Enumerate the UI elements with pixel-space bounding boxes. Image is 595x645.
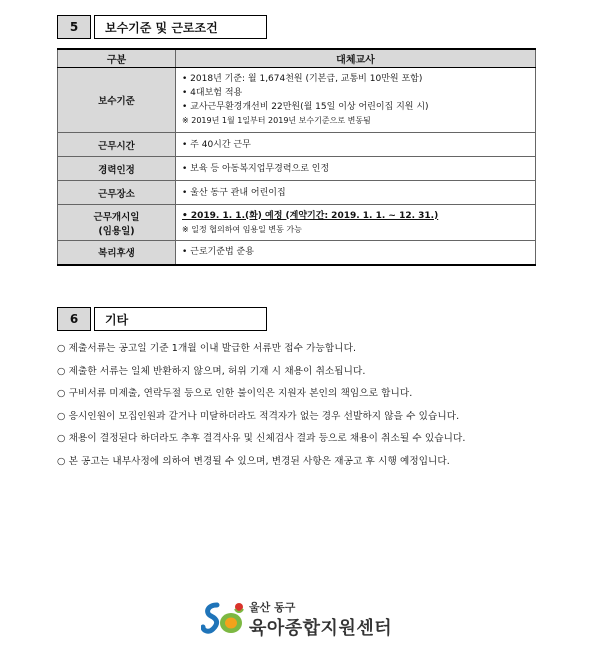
row-content-benefits — [176, 241, 536, 265]
logo-line2: 육아종합지원센터 — [249, 618, 393, 639]
row-label-benefits: 복리후생 — [58, 241, 176, 265]
workplace-line: • 울산 동구 관내 어린이집 — [182, 187, 286, 198]
career-line: • 보육 등 아동복지업무경력으로 인정 — [182, 163, 330, 174]
list-item: ○ 제출한 서류는 일체 반환하지 않으며, 허위 기재 시 채용이 취소됩니다. — [57, 365, 366, 377]
salary-line: • 교사근무환경개선비 22만원(월 15일 이상 어린이집 지원 시) — [182, 102, 429, 112]
start-date-note: ※ 일정 협의하여 임용일 변동 가능 — [182, 224, 302, 234]
work-hours-line: • 주 40시간 근무 — [182, 139, 251, 150]
table-row — [58, 241, 536, 265]
row-label-start-date — [58, 205, 176, 241]
start-date-sublabel: (임용일) — [98, 225, 135, 237]
list-item: ○ 채용이 결정된다 하더라도 추후 결격사유 및 신체검사 결과 등으로 채용이 취소될 수 있습니다. — [57, 433, 466, 445]
table-row — [58, 205, 536, 241]
table-row — [58, 133, 536, 157]
salary-note: ※ 2019년 1월 1일부터 2019년 보수기준으로 변동됨 — [182, 116, 371, 125]
list-item: ○ 제출서류는 공고일 기준 1개월 이내 발급한 서류만 접수 가능합니다. — [57, 343, 357, 354]
row-content-work-hours — [176, 133, 536, 157]
list-item: ○ 응시인원이 모집인원과 같거나 미달하더라도 적격자가 없는 경우 선발하지 않을 수 있습니다. — [57, 410, 460, 422]
row-label-salary: 보수기준 — [58, 68, 176, 133]
start-date-line: • 2019. 1. 1.(화) 예정 (계약기간: 2019. 1. 1. ~ 12. 31.) — [182, 210, 439, 221]
row-content-salary — [176, 68, 536, 133]
center-logo — [201, 597, 416, 641]
table-row — [58, 68, 536, 133]
table-row — [58, 181, 536, 205]
salary-line: • 2018년 기준: 월 1,674천원 (기본급, 교통비 10만원 포함) — [182, 74, 423, 84]
logo-line1: 울산 동구 — [249, 601, 296, 614]
row-label-work-hours: 근무시간 — [58, 133, 176, 157]
salary-line: • 4대보험 적용 — [182, 88, 243, 98]
logo-mark-icon — [201, 599, 247, 639]
header-category: 구분 — [58, 49, 176, 68]
section-number: 5 — [57, 15, 91, 39]
row-content-career — [176, 157, 536, 181]
table-row — [58, 157, 536, 181]
section-title: 기타 — [94, 307, 267, 331]
row-label-workplace: 근무장소 — [58, 181, 176, 205]
row-content-start-date — [176, 205, 536, 241]
section-title: 보수기준 및 근로조건 — [94, 15, 267, 39]
section-6-header — [57, 307, 267, 331]
conditions-table — [57, 48, 536, 266]
section-5-header — [57, 15, 267, 39]
row-content-workplace — [176, 181, 536, 205]
header-substitute-teacher: 대체교사 — [176, 49, 536, 68]
table-header-row — [58, 49, 536, 68]
row-label-career: 경력인정 — [58, 157, 176, 181]
section-number: 6 — [57, 307, 91, 331]
notes-list — [57, 342, 537, 478]
list-item: ○ 본 공고는 내부사정에 의하여 변경될 수 있으며, 변경된 사항은 재공고 후 시행 예정입니다. — [57, 455, 450, 467]
start-date-label: 근무개시일 — [93, 211, 140, 223]
benefits-line: • 근로기준법 준용 — [182, 247, 254, 258]
list-item: ○ 구비서류 미제출, 연락두절 등으로 인한 불이익은 지원자 본인의 책임으로 합니다. — [57, 388, 413, 400]
